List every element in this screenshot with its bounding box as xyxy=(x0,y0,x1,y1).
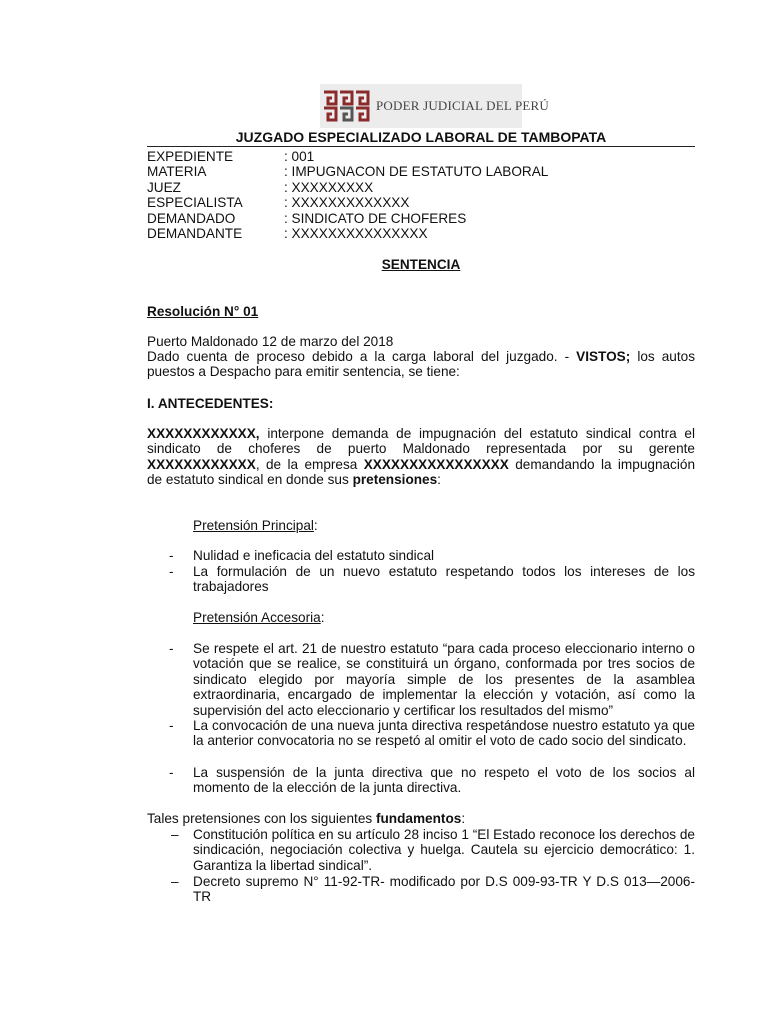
document-title: SENTENCIA xyxy=(381,257,461,272)
judicial-emblem-icon xyxy=(322,88,372,124)
court-title: JUZGADO ESPECIALIZADO LABORAL DE TAMBOPATA xyxy=(147,130,695,147)
principal-item-1: Nulidad e ineficacia del estatuto sindical xyxy=(193,548,435,563)
antecedentes-paragraph xyxy=(147,426,695,488)
resolution-number: Resolución N° 01 xyxy=(147,304,259,319)
antecedentes-colon: : xyxy=(437,472,441,488)
vistos-label: VISTOS; xyxy=(576,349,631,364)
bullet-dash: - xyxy=(169,641,174,656)
section-antecedentes-heading: I. ANTECEDENTES: xyxy=(147,396,274,411)
judicial-logo xyxy=(320,84,549,128)
accesoria-colon: : xyxy=(320,610,325,625)
metadata-key: MATERIA xyxy=(147,164,207,180)
metadata-row-demandado xyxy=(147,211,697,226)
fundamentos-intro-text: Tales pretensiones con los siguientes xyxy=(147,811,376,826)
metadata-key: JUEZ xyxy=(147,179,181,195)
pretensiones-label: pretensiones xyxy=(352,472,438,488)
plaintiff-name: XXXXXXXXXXXX, xyxy=(147,426,260,441)
bullet-dash: - xyxy=(169,765,174,780)
principal-heading xyxy=(193,518,318,533)
case-metadata xyxy=(147,149,697,241)
metadata-row-materia xyxy=(147,164,697,179)
metadata-row-juez xyxy=(147,180,697,195)
intro-text: Dado cuenta de proceso debido a la carga laboral del juzgado. - xyxy=(147,349,577,364)
company-name: XXXXXXXXXXXXXXXX xyxy=(363,456,509,472)
place-date: Puerto Maldonado 12 de marzo del 2018 xyxy=(147,334,394,349)
metadata-value: : XXXXXXXXXXXXX xyxy=(284,195,410,211)
metadata-key: DEMANDANTE xyxy=(147,225,243,241)
accesoria-item-1: Se respete el art. 21 de nuestro estatuto “para cada proceso eleccionario interno o votación que se realice, se constituirá un órgano, conformada por tres socios de sindicato elegido por mayoría simple de los presentes de la asamblea extraordinaria, encargado de implementar la elección y votación, así como la supervisión del acto eleccionario y certificar los resultados del mismo” xyxy=(193,641,695,718)
metadata-row-demandante xyxy=(147,226,697,241)
intro-text-end: los autos puestos a Despacho para emitir sentencia, se tiene: xyxy=(147,349,695,380)
intro-paragraph xyxy=(147,349,695,380)
bullet-dash: - xyxy=(169,564,174,579)
bullet-dash: - xyxy=(169,718,174,733)
principal-label: Pretensión Principal xyxy=(193,518,314,533)
bullet-endash: – xyxy=(171,874,179,889)
metadata-value: : SINDICATO DE CHOFERES xyxy=(284,210,467,226)
accesoria-label: Pretensión Accesoria xyxy=(193,610,321,625)
principal-colon: : xyxy=(313,518,318,533)
accesoria-item-3: La suspensión de la junta directiva que no respeto el voto de los socios al momento de la elección de la junta directiva. xyxy=(193,765,695,796)
accesoria-heading xyxy=(193,610,324,625)
metadata-key: DEMANDADO xyxy=(147,210,236,226)
metadata-value: : 001 xyxy=(284,149,315,164)
accesoria-item-2: La convocación de una nueva junta directiva respetándose nuestro estatuto ya que la anterior convocatoria no se respetó al omitir el voto de cado socio del sindicato. xyxy=(193,718,695,749)
metadata-value: : XXXXXXXXX xyxy=(284,179,374,195)
metadata-value: : IMPUGNACON DE ESTATUTO LABORAL xyxy=(284,164,549,180)
antecedentes-text: interpone demanda de impugnación del estatuto sindical contra el sindicato de choferes de puerto Maldonado representada por su gerente xyxy=(147,426,695,457)
fundamento-item-1: Constitución política en su artículo 28 inciso 1 “El Estado reconoce los derechos de sindicación, negociación colectiva y huelga. Cautela su ejercicio democrático: 1. Garantiza la libertad sindical”. xyxy=(193,827,695,873)
logo-text: PODER JUDICIAL DEL PERÚ xyxy=(376,98,549,113)
fundamento-item-2: Decreto supremo N° 11-92-TR- modificado por D.S 009-93-TR Y D.S 013—2006-TR xyxy=(193,874,695,905)
metadata-key: ESPECIALISTA xyxy=(147,195,243,211)
metadata-value: : XXXXXXXXXXXXXXX xyxy=(284,225,428,241)
metadata-row-especialista xyxy=(147,195,697,210)
fundamentos-colon: : xyxy=(461,811,466,826)
fundamentos-label: fundamentos xyxy=(375,811,462,826)
fundamentos-intro xyxy=(147,811,695,826)
manager-name: XXXXXXXXXXXX xyxy=(147,456,256,472)
metadata-row-expediente xyxy=(147,149,697,164)
metadata-key: EXPEDIENTE xyxy=(147,149,234,164)
antecedentes-text: demandando la impugnación de estatuto sindical en donde sus xyxy=(147,456,695,488)
bullet-dash: - xyxy=(169,548,174,563)
principal-item-2: La formulación de un nuevo estatuto respetando todos los intereses de los trabajadores xyxy=(193,564,695,595)
antecedentes-text: , de la empresa xyxy=(255,456,364,472)
bullet-endash: – xyxy=(171,827,179,842)
